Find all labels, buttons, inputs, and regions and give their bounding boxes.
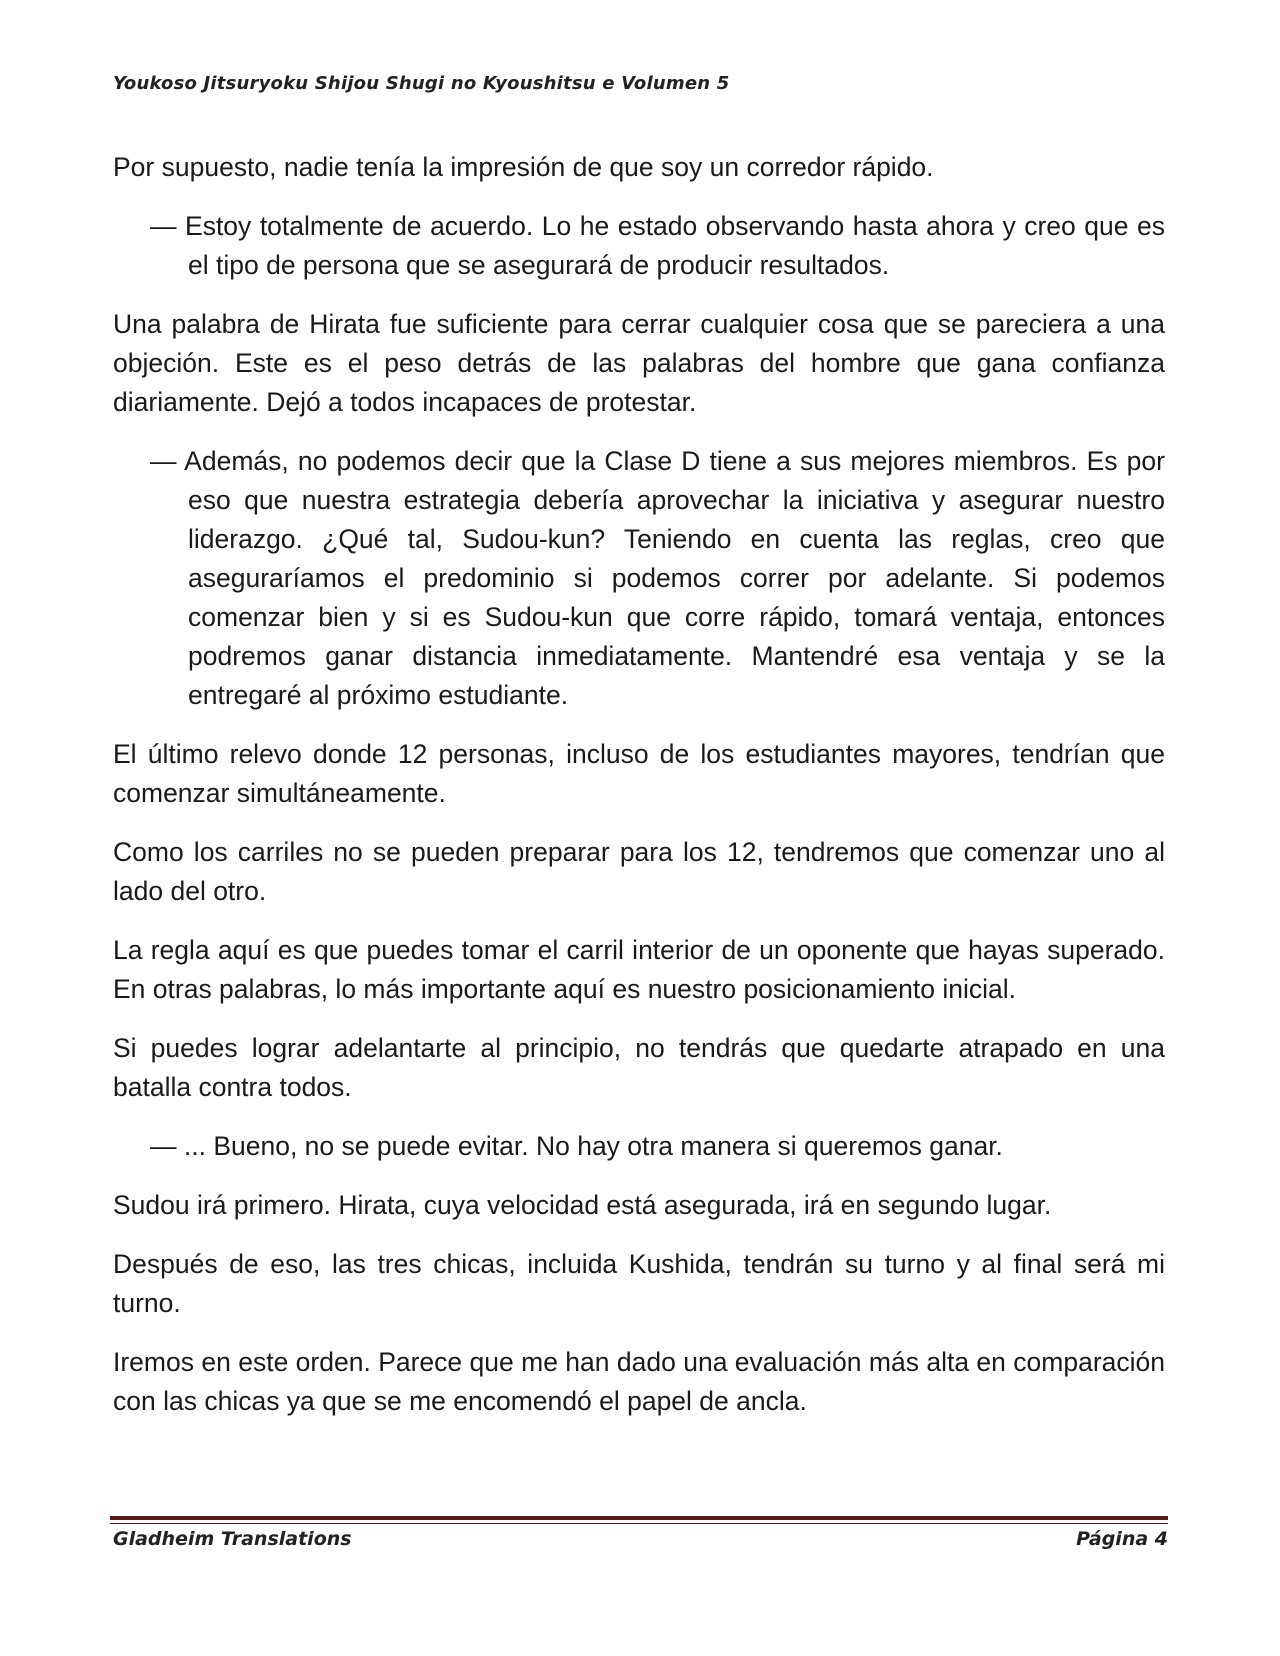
dialog-paragraph: — Además, no podemos decir que la Clase D tiene a sus mejores miembros. Es por eso que nuestra estrategia debería aprovechar la iniciativa y asegurar nuestro liderazgo. ¿Qué tal, Sudou-kun? Teniendo en cuenta las reglas, creo que aseguraríamos el predominio si podemos correr por adelante. Si podemos comenzar bien y si es Sudou-kun que corre rápido, tomará ventaja, entonces podremos ganar distancia inmediatamente. Mantendré esa ventaja y se la entregaré al próximo estudiante. [150,446,1165,710]
dialog-paragraph: — ... Bueno, no se puede evitar. No hay otra manera si queremos ganar. [150,1131,1003,1161]
paragraph: Por supuesto, nadie tenía la impresión de que soy un corredor rápido. [113,152,934,182]
paragraph: Si puedes lograr adelantarte al principio, no tendrás que quedarte atrapado en una batalla contra todos. [113,1033,1165,1102]
page-number: Página 4 [1076,1528,1168,1550]
footer-divider [110,1516,1168,1520]
paragraph: El último relevo donde 12 personas, incluso de los estudiantes mayores, tendrían que comenzar simultáneamente. [113,739,1165,808]
paragraph: Iremos en este orden. Parece que me han dado una evaluación más alta en comparación con las chicas ya que se me encomendó el papel de ancla. [113,1347,1165,1416]
page-body [113,148,1165,1441]
paragraph: La regla aquí es que puedes tomar el carril interior de un oponente que hayas superado. En otras palabras, lo más importante aquí es nuestro posicionamiento inicial. [113,935,1165,1004]
paragraph: Sudou irá primero. Hirata, cuya velocidad está asegurada, irá en segundo lugar. [113,1190,1052,1220]
footer-credit: Gladheim Translations [113,1528,352,1550]
paragraph: Después de eso, las tres chicas, incluida Kushida, tendrán su turno y al final será mi turno. [113,1249,1165,1318]
dialog-paragraph: — Estoy totalmente de acuerdo. Lo he estado observando hasta ahora y creo que es el tipo de persona que se asegurará de producir resultados. [150,211,1165,280]
page-header-title: Youkoso Jitsuryoku Shijou Shugi no Kyoushitsu e Volumen 5 [113,73,730,94]
paragraph: Como los carriles no se pueden preparar para los 12, tendremos que comenzar uno al lado del otro. [113,837,1165,906]
footer-divider-thin [110,1523,1168,1524]
paragraph: Una palabra de Hirata fue suficiente para cerrar cualquier cosa que se pareciera a una objeción. Este es el peso detrás de las palabras del hombre que gana confianza diariamente. Dejó a todos incapaces de protestar. [113,309,1165,417]
